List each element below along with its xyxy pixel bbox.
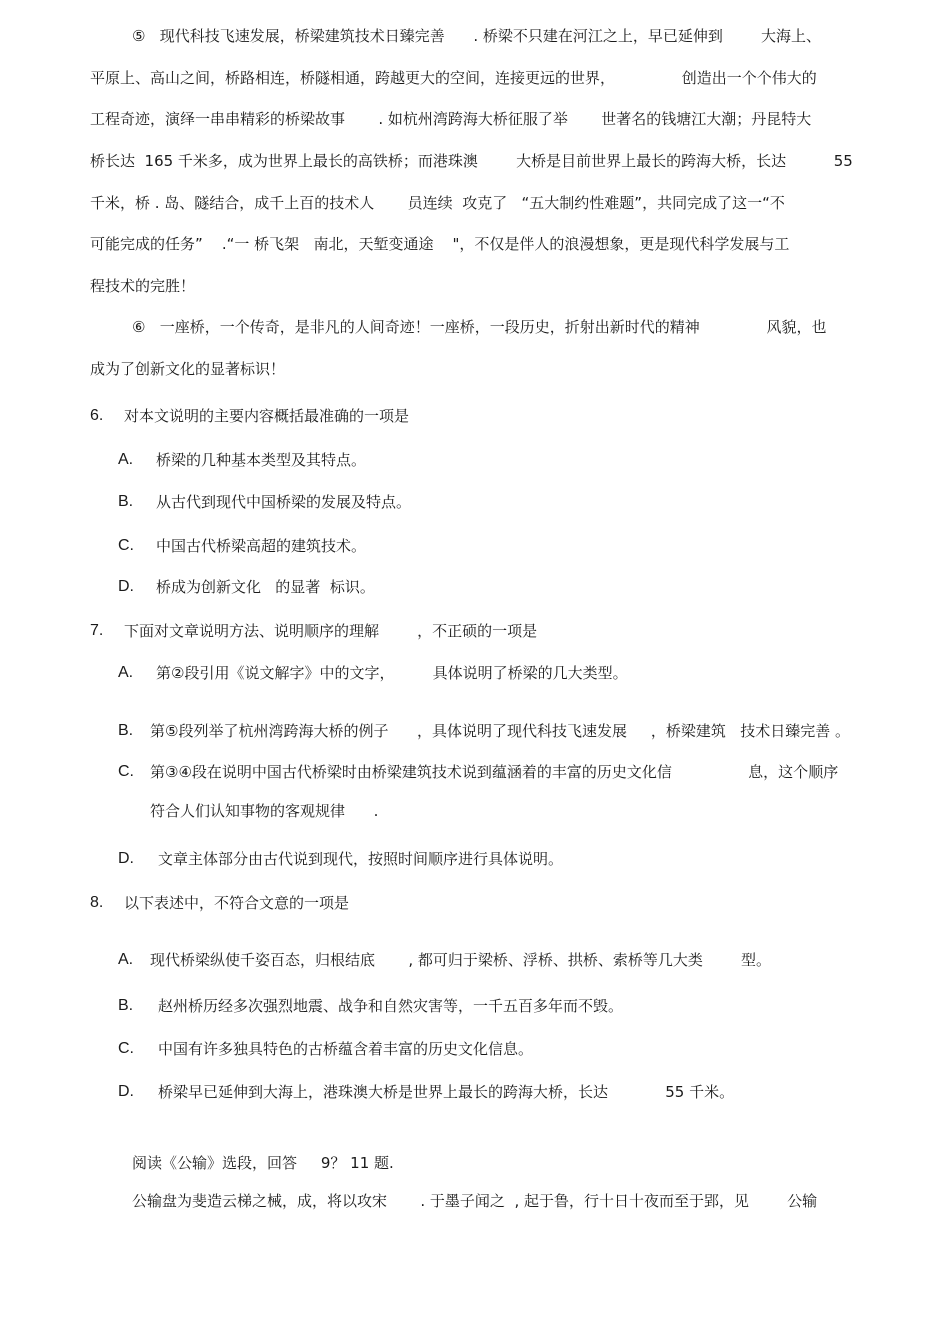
passage-p6-line-1: ⑥ 一座桥，一个传奇，是非凡的人间奇迹！一座桥，一段历史，折射出新时代的精神 风貌，也 (132, 318, 827, 336)
question-7-option-b-text: 第⑤段列举了杭州湾跨海大桥的例子 ，具体说明了现代科技飞速发展 ，桥梁建筑 技术日臻完善 。 (150, 722, 850, 740)
question-8-option-c-text: 中国有许多独具特色的古桥蕴含着丰富的历史文化信息。 (158, 1040, 534, 1058)
question-6-option-c-text: 中国古代桥梁高超的建筑技术。 (156, 537, 367, 555)
question-8-option-c-label: C. (118, 1040, 134, 1057)
question-6-option-a-label: A. (118, 451, 134, 468)
question-8-option-d-label: D. (118, 1083, 134, 1100)
question-6-option-d-label: D. (118, 578, 134, 595)
passage-p5-line-6: 可能完成的任务” .“一 桥飞架 南北，天堑变通途 "，不仅是伴人的浪漫想象，更是现代科学发展与工 (90, 235, 790, 253)
question-8-option-a-text: 现代桥梁纵使千姿百态，归根结底 , 都可归于梁桥、浮桥、拱桥、索桥等几大类 型。 (150, 951, 772, 969)
question-7-option-c-text: 第③④段在说明中国古代桥梁时由桥梁建筑技术说到蕴涵着的丰富的历史文化信 息，这个顺序 (150, 763, 839, 781)
question-7-option-d-label: D. (118, 850, 134, 867)
question-6-number: 6. (90, 407, 104, 424)
question-7-stem: 下面对文章说明方法、说明顺序的理解 ，不正硕的一项是 (124, 622, 538, 640)
passage-p5-line-2: 平原上、高山之间，桥路相连，桥隧相通，跨越更大的空间，连接更远的世界， 创造出一个个伟大的 (90, 69, 817, 87)
passage-p6-line-2: 成为了创新文化的显著标识！ (90, 360, 286, 378)
passage-p5-line-3: 工程奇迹，演绎一串串精彩的桥梁故事 . 如杭州湾跨海大桥征服了举 世著名的钱塘江大潮；丹昆特大 (90, 110, 812, 128)
question-6-option-b-text: 从古代到现代中国桥梁的发展及特点。 (156, 493, 412, 511)
question-6-option-c-label: C. (118, 537, 134, 554)
passage-p5-line-5: 千米，桥 . 岛、隧结合，成千上百的技术人 员连续 攻克了 “五大制约性难题”，共同完成了这一“不 (90, 194, 785, 212)
question-8-option-b-label: B. (118, 997, 134, 1014)
passage-p5-line-1: ⑤ 现代科技飞速发展，桥梁建筑技术日臻完善 . 桥梁不只建在河江之上，早已延伸到 大海上、 (132, 27, 822, 45)
question-7-option-b-label: B. (118, 722, 134, 739)
question-6-option-d-text: 桥成为创新文化 的显著 标识。 (156, 578, 375, 596)
reading-intro: 阅读《公输》选段，回答 9？ 11 题. (132, 1154, 394, 1172)
question-7-option-c-continuation: 符合人们认知事物的客观规律 . (150, 802, 379, 820)
question-7-option-d-text: 文章主体部分由古代说到现代，按照时间顺序进行具体说明。 (158, 850, 564, 868)
question-7-option-a-label: A. (118, 664, 134, 681)
reading-line-1: 公输盘为斐造云梯之械，成，将以攻宋 . 于墨子闻之 , 起于鲁，行十日十夜而至于郢，见 公输 (132, 1192, 818, 1210)
question-8-option-b-text: 赵州桥历经多次强烈地震、战争和自然灾害等，一千五百多年而不毁。 (158, 997, 624, 1015)
question-6-option-b-label: B. (118, 493, 134, 510)
question-7-number: 7. (90, 622, 104, 639)
question-6-stem: 对本文说明的主要内容概括最准确的一项是 (124, 407, 410, 425)
question-8-stem: 以下表述中，不符合文意的一项是 (124, 894, 350, 912)
question-7-option-a-text: 第②段引用《说文解字》中的文字， 具体说明了桥梁的几大类型。 (156, 664, 628, 682)
passage-p5-line-4: 桥长达 165 千米多，成为世界上最长的高铁桥；而港珠澳 大桥是目前世界上最长的跨海大桥，长达 55 (90, 152, 853, 170)
question-8-number: 8. (90, 894, 104, 911)
question-7-option-c-label: C. (118, 763, 134, 780)
question-8-option-d-text: 桥梁早已延伸到大海上，港珠澳大桥是世界上最长的跨海大桥，长达 55 千米。 (158, 1083, 735, 1101)
question-8-option-a-label: A. (118, 951, 134, 968)
passage-p5-line-7: 程技术的完胜！ (90, 277, 196, 295)
question-6-option-a-text: 桥梁的几种基本类型及其特点。 (156, 451, 367, 469)
